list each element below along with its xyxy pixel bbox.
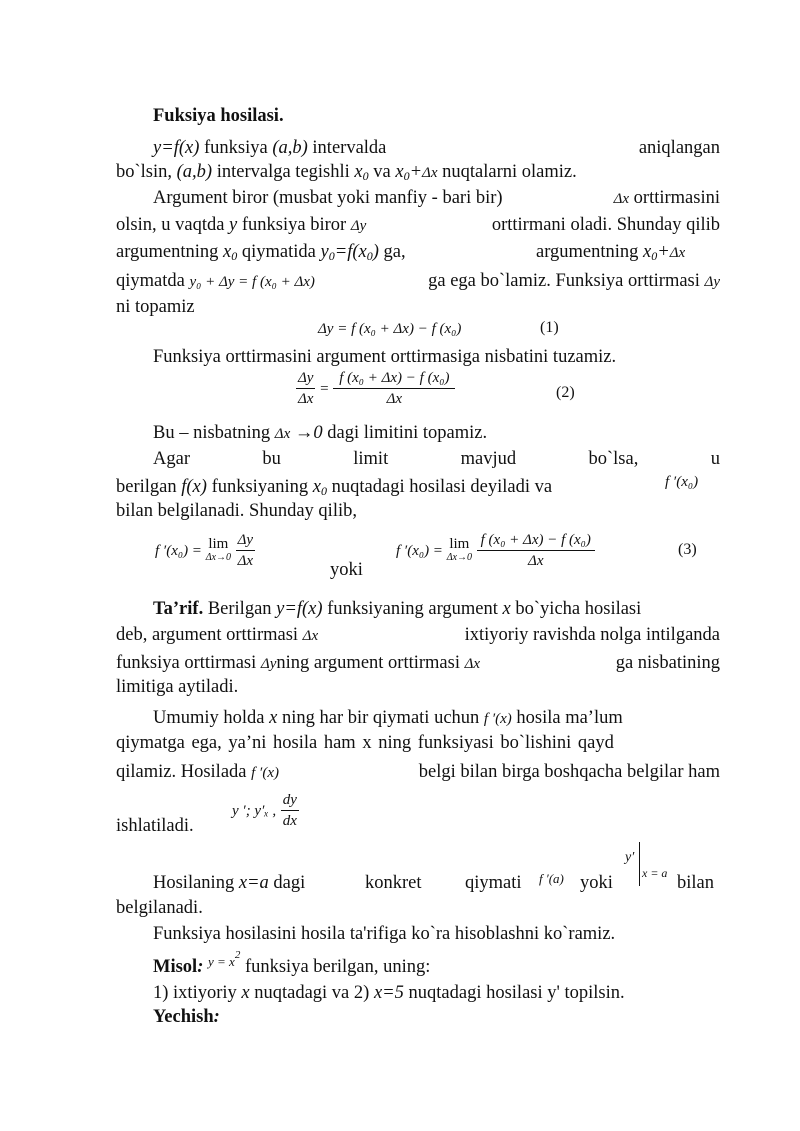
text: nuqtalarni olamiz. [437, 162, 577, 182]
word: u [710, 449, 720, 469]
var-y: y [229, 215, 238, 235]
equation-3-left [155, 530, 255, 571]
text: Berilgan [203, 599, 277, 619]
equation-3-right [396, 530, 595, 571]
text: ning argument orttirmasi [276, 653, 465, 673]
var-x: x [312, 477, 322, 497]
text: ixtiyoriy ravishda nolga intilganda [464, 625, 720, 645]
para2-line3 [116, 240, 720, 264]
evaluation-bar [639, 842, 640, 886]
subscript: 0 [328, 249, 335, 263]
example-label: Misol [153, 957, 198, 977]
function-y-x2: y = x2 [208, 949, 241, 969]
text: ga nisbatining [615, 653, 720, 673]
para2-line1 [153, 186, 720, 211]
text: funksiyaning [206, 477, 313, 497]
formula: Δy = f (x₀ + Δx) − f (x₀) [318, 321, 462, 337]
plus: + [409, 162, 423, 182]
text: orttirmasini [629, 188, 720, 208]
limit: lim Δx→0 [205, 535, 231, 563]
para6-line4: ishlatiladi. [116, 816, 194, 836]
derivative-notations [232, 790, 299, 831]
var-x: x [395, 162, 404, 182]
text: funksiya orttirmasi [116, 653, 261, 673]
text: Umumiy holda [153, 708, 270, 728]
delta-y: Δy [350, 218, 367, 234]
var-x: x [241, 983, 250, 1003]
delta-y: Δy [704, 274, 720, 290]
word: yoki [580, 873, 613, 893]
text: funksiya berilgan, uning: [244, 957, 431, 977]
para4 [153, 421, 487, 446]
definition-line3 [116, 651, 720, 676]
derivative-notation: f ′(a) [539, 871, 564, 886]
formula: f ′(x₀) = [155, 542, 206, 559]
text: Hosilaning [153, 873, 239, 893]
text: olsin, u vaqtda [116, 215, 230, 235]
fraction-rhs: $\frac{\text{f (x₀ + Δx) − f (x₀)}}{\Delta x}$ [333, 368, 455, 409]
text: hosila ma’lum [511, 708, 623, 728]
para2-line4 [116, 269, 720, 294]
word: bilan [677, 873, 714, 893]
text: bo`yicha hosilasi [510, 599, 642, 619]
var-x: x [643, 242, 652, 262]
yoki-word: yoki [330, 560, 363, 580]
arrow: → [290, 423, 314, 443]
func-expr: =f(x [334, 242, 367, 262]
text: deb, argument orttirmasi [116, 625, 303, 645]
task-line [153, 981, 625, 1005]
text: ning har bir qiymati uchun [277, 708, 484, 728]
delta-x: Δx [302, 628, 319, 644]
para5-line3: bilan belgilanadi. Shunday qilib, [116, 501, 357, 521]
text: orttirmani oladi. Shunday qilib [491, 215, 720, 235]
solution-label [153, 1005, 220, 1029]
para8: Funksiya hosilasini hosila ta'rifiga ko`ra hisoblashni ko`ramiz. [153, 924, 616, 944]
para1-line2 [116, 160, 577, 185]
solution-word: Yechish [153, 1007, 214, 1027]
fraction: $\frac{\text{f (x₀ + Δx) − f (x₀)}}{\Delta x}$ [477, 530, 595, 571]
fraction-dy-dx: $\frac{dy}{dx}$ [282, 792, 297, 829]
equation-1 [318, 316, 461, 341]
func-expr: y=f(x) [276, 599, 323, 619]
text: qiymatida [237, 242, 321, 262]
var-x: x [502, 599, 511, 619]
subscript: 0 [651, 249, 658, 263]
plus: + [657, 242, 670, 262]
colon: : [197, 957, 204, 977]
var-x: x [223, 242, 232, 262]
para5-line2 [116, 475, 552, 499]
text: dagi [268, 873, 306, 893]
definition-label: Ta’rif. [153, 599, 204, 619]
text: argumentning [536, 242, 644, 262]
subscript: 0 [403, 169, 410, 183]
text: qilamiz. Hosilada [116, 762, 252, 782]
text: funksiya biror [237, 215, 351, 235]
text: nuqtadagi hosilasi deyiladi va [327, 477, 553, 497]
definition-line1 [153, 597, 641, 621]
text: funksiyaning argument [322, 599, 503, 619]
equation-x-a: x=a [238, 873, 269, 893]
formula: f ′(x₀) = [396, 542, 447, 559]
section-title: Fuksiya hosilasi. [153, 106, 284, 126]
delta-x: Δx [613, 191, 630, 207]
delta-x: Δx [464, 656, 481, 672]
definition-line4: limitiga aytiladi. [116, 677, 239, 697]
delta-x: Δx [422, 165, 438, 181]
derivative-notation: f ′(x) [483, 711, 512, 727]
limit: lim Δx→0 [446, 535, 472, 563]
para6-line1 [153, 706, 623, 731]
para6-line3 [116, 760, 720, 785]
var-y: y [320, 242, 329, 262]
equation-2 [296, 368, 455, 409]
point-x5: x=5 [373, 983, 404, 1003]
equation-1-number: (1) [540, 319, 559, 336]
fraction-lhs: $\frac{\Delta y}{\Delta x}$ [298, 370, 314, 407]
word: konkret [365, 873, 422, 893]
text: aniqlangan [638, 138, 720, 158]
equals: = [320, 380, 329, 397]
delta-x: Δx [669, 245, 686, 261]
text: ga, [378, 242, 406, 262]
subscript: 0 [362, 169, 369, 183]
subscript: 0 [366, 249, 373, 263]
text: Bu – nisbatning [153, 423, 275, 443]
delta-y: Δy [260, 656, 277, 672]
subscript: 0 [231, 249, 238, 263]
word: qiymati [465, 873, 522, 893]
example-line [153, 949, 431, 980]
colon: : [213, 1007, 220, 1027]
text: nuqtadagi va 2) [249, 983, 374, 1003]
formula: y ′; y′ₓ , [232, 802, 277, 819]
interval: (a,b) [176, 162, 213, 182]
text: va [368, 162, 396, 182]
word: bo`lsa, [588, 449, 639, 469]
func-expr: y=f(x) [153, 138, 200, 158]
fraction: $\frac{\Delta y}{\Delta x}$ [237, 532, 254, 569]
text: intervalda [307, 138, 387, 158]
para1-line1 [153, 136, 720, 160]
definition-line2 [116, 623, 720, 648]
text: berilgan [116, 477, 182, 497]
var-x: x [354, 162, 363, 182]
zero: 0 [313, 423, 323, 443]
paren: ) [372, 242, 379, 262]
increment-formula: y₀ + Δy = f (x₀ + Δx) [189, 274, 315, 290]
text: nuqtadagi hosilasi y' topilsin. [403, 983, 625, 1003]
para7-line2: belgilanadi. [116, 898, 203, 918]
text: 1) ixtiyoriy [153, 983, 242, 1003]
func-expr: f(x) [181, 477, 207, 497]
text: belgi bilan birga boshqacha belgilar ham [418, 762, 720, 782]
equation-3-number: (3) [678, 541, 697, 558]
text: dagi limitini topamiz. [322, 423, 488, 443]
text: bo`lsin, [116, 162, 177, 182]
para2-line2 [116, 213, 720, 238]
subscript: 0 [321, 484, 328, 498]
delta-x: Δx [274, 426, 291, 442]
text: Argument biror (musbat yoki manfiy - bari bir) [153, 188, 503, 208]
text: qiymatda [116, 271, 190, 291]
word: bu [262, 449, 281, 469]
derivative-notation: f ′(x₀) [665, 474, 699, 490]
word: mavjud [460, 449, 517, 469]
y-prime-at-a: y′ x = a [625, 840, 679, 890]
para6-line2: qiymatga ega, ya’ni hosila ham x ning funksiyasi bo`lishini qayd [116, 733, 614, 753]
para2-line5: ni topamiz [116, 297, 195, 317]
text: argumentning [116, 242, 224, 262]
interval: (a,b) [272, 138, 308, 158]
text: funksiya [199, 138, 273, 158]
word: Agar [153, 449, 190, 469]
text: intervalga tegishli [212, 162, 355, 182]
para3: Funksiya orttirmasini argument orttirmasiga nisbatini tuzamiz. [153, 347, 617, 367]
equation-2-number: (2) [556, 384, 575, 401]
para5-line1 [153, 447, 720, 471]
derivative-notation: f ′(x) [251, 765, 279, 781]
text: ga ega bo`lamiz. Funksiya orttirmasi [428, 271, 705, 291]
word: limit [353, 449, 389, 469]
var-x: x [269, 708, 278, 728]
